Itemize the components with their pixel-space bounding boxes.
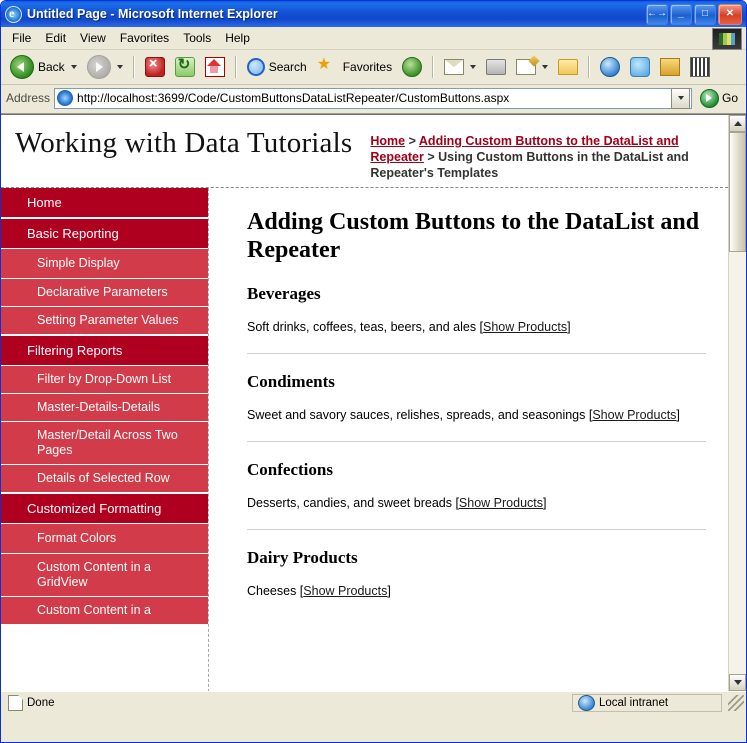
edit-button[interactable]: [512, 54, 552, 80]
menu-item-view[interactable]: View: [80, 31, 106, 45]
breadcrumb-separator-1: >: [405, 134, 419, 148]
divider: [247, 353, 706, 354]
back-arrow-icon: [10, 55, 34, 79]
home-button[interactable]: [201, 54, 229, 80]
minimize-icon: _: [678, 8, 684, 19]
category-description-end: ]: [387, 584, 391, 598]
sidebar-item-home[interactable]: Home: [1, 188, 208, 218]
sidebar-item-format-colors[interactable]: Format Colors: [1, 524, 208, 554]
address-label: Address: [6, 91, 51, 105]
category-description: [247, 317, 706, 337]
divider: [247, 441, 706, 442]
favorites-button-label: Favorites: [342, 60, 393, 74]
back-button-label: Back: [38, 60, 65, 74]
printer-icon: [486, 59, 506, 75]
close-icon: ✕: [725, 8, 735, 19]
category-name: Condiments: [247, 372, 335, 391]
sidebar: [1, 188, 208, 691]
address-input[interactable]: [54, 88, 692, 109]
home-icon: [205, 57, 225, 77]
show-products-link[interactable]: Show Products: [303, 584, 388, 598]
security-zone[interactable]: [572, 694, 722, 712]
category-block: [247, 460, 706, 530]
star-icon: ★: [316, 56, 332, 73]
document-icon: [8, 695, 23, 711]
messenger-icon: [630, 57, 650, 77]
menu-item-file[interactable]: File: [12, 31, 32, 45]
toolbar-separator: [432, 56, 434, 78]
address-bar: [1, 85, 746, 114]
scroll-up-button[interactable]: [729, 115, 746, 132]
window-controls: [646, 4, 742, 25]
main-column: [208, 188, 728, 691]
status-bar: [1, 691, 746, 714]
mail-dropdown-icon[interactable]: [470, 65, 476, 69]
refresh-button[interactable]: [171, 54, 199, 80]
toolbar-separator: [133, 56, 135, 78]
go-button-label: Go: [721, 91, 738, 105]
menu-item-tools[interactable]: Tools: [183, 31, 212, 45]
restore-group-icon: ←→: [647, 8, 667, 19]
chevron-down-icon: [734, 680, 742, 685]
page-heading: Adding Custom Buttons to the DataList and Repeater: [247, 209, 700, 263]
minimize-button[interactable]: [670, 4, 692, 25]
ie-logo-icon: [5, 6, 22, 23]
category-description-text: Soft drinks, coffees, teas, beers, and ales [: [247, 320, 484, 334]
vertical-scrollbar[interactable]: [728, 115, 746, 691]
go-button[interactable]: [696, 88, 742, 109]
status-message: [3, 694, 123, 712]
forward-dropdown-icon[interactable]: [117, 65, 123, 69]
menu-item-help[interactable]: Help: [225, 31, 250, 45]
search-button-label: Search: [268, 60, 307, 74]
toolbar-separator: [235, 56, 237, 78]
sidebar-item-filter-by-drop-down-list[interactable]: Filter by Drop-Down List: [1, 366, 208, 394]
menu-item-edit[interactable]: Edit: [45, 31, 67, 45]
divider: [247, 529, 706, 530]
mail-icon: [444, 59, 464, 75]
sidebar-item-basic-reporting[interactable]: Basic Reporting: [1, 218, 208, 249]
sidebar-item-setting-parameter-values[interactable]: Setting Parameter Values: [1, 307, 208, 335]
sidebar-item-master-details-details[interactable]: Master-Details-Details: [1, 394, 208, 422]
zone-icon: [578, 695, 595, 711]
zone-text: Local intranet: [599, 697, 669, 709]
page-icon: [57, 90, 73, 106]
category-description-end: ]: [676, 408, 680, 422]
show-products-link[interactable]: Show Products: [483, 320, 568, 334]
breadcrumb: [370, 127, 690, 181]
globe-icon: [600, 57, 620, 77]
status-spacer: [127, 694, 568, 712]
sidebar-item-custom-content-in-a[interactable]: Custom Content in a: [1, 597, 208, 625]
category-description-text: Cheeses [: [247, 584, 304, 598]
refresh-icon: [175, 57, 195, 77]
breadcrumb-separator-2: >: [423, 150, 439, 164]
toolbar: [1, 50, 746, 85]
go-icon: [700, 89, 719, 108]
sidebar-item-simple-display[interactable]: Simple Display: [1, 249, 208, 279]
scroll-track[interactable]: [729, 132, 746, 674]
encarta-button[interactable]: [686, 54, 714, 80]
category-description-text: Desserts, candies, and sweet breads [: [247, 496, 459, 510]
sidebar-item-declarative-parameters[interactable]: Declarative Parameters: [1, 279, 208, 307]
show-products-link[interactable]: Show Products: [592, 408, 677, 422]
stop-icon: [145, 57, 165, 77]
research-button[interactable]: [656, 54, 684, 80]
category-name: Dairy Products: [247, 548, 358, 567]
discuss-button[interactable]: [596, 54, 624, 80]
chevron-up-icon: [734, 121, 742, 126]
sidebar-item-master-detail-across-two-pages[interactable]: Master/Detail Across Two Pages: [1, 422, 208, 465]
sidebar-item-details-of-selected-row[interactable]: Details of Selected Row: [1, 465, 208, 493]
content-row: [1, 188, 728, 691]
title-bar: [1, 1, 746, 27]
windows-flag-icon: [712, 28, 742, 50]
folder-icon: [558, 59, 578, 75]
window-title: Untitled Page - Microsoft Internet Explorer: [27, 7, 278, 21]
category-block: [247, 548, 706, 601]
maximize-button[interactable]: [694, 4, 716, 25]
sidebar-item-custom-content-in-a-gridview[interactable]: Custom Content in a GridView: [1, 554, 208, 597]
status-text: Done: [27, 697, 55, 709]
stop-button[interactable]: [141, 54, 169, 80]
web-page: [1, 115, 728, 691]
category-block: [247, 372, 706, 442]
category-description: [247, 405, 706, 425]
edit-dropdown-icon[interactable]: [542, 65, 548, 69]
site-title: Working with Data Tutorials: [15, 127, 353, 159]
menu-bar: [1, 27, 746, 50]
edit-page-icon: [516, 59, 536, 75]
address-dropdown-button[interactable]: [671, 88, 690, 109]
category-name: Confections: [247, 460, 333, 479]
messenger-button[interactable]: [626, 54, 654, 80]
folder-button[interactable]: [554, 54, 582, 80]
breadcrumb-current: Using Custom Buttons in the DataList and Repeater's Templates: [370, 150, 689, 180]
category-description: [247, 581, 706, 601]
scroll-thumb[interactable]: [729, 132, 746, 252]
category-description-end: ]: [567, 320, 571, 334]
category-description-text: Sweet and savory sauces, relishes, spreads, and seasonings [: [247, 408, 593, 422]
barcode-icon: [690, 57, 710, 77]
restore-group-button[interactable]: [646, 4, 668, 25]
site-header: [1, 115, 728, 188]
category-description: [247, 493, 706, 513]
favorites-button[interactable]: [313, 54, 396, 80]
close-button[interactable]: [718, 4, 742, 25]
forward-arrow-icon: [87, 55, 111, 79]
back-button[interactable]: [6, 54, 81, 80]
back-dropdown-icon[interactable]: [71, 65, 77, 69]
address-value[interactable]: http://localhost:3699/Code/CustomButtonsDataListRepeater/CustomButtons.aspx: [77, 91, 510, 105]
sidebar-item-filtering-reports[interactable]: Filtering Reports: [1, 335, 208, 366]
sidebar-item-customized-formatting[interactable]: Customized Formatting: [1, 493, 208, 524]
search-icon: [247, 58, 265, 76]
category-block: [247, 284, 706, 354]
category-description-end: ]: [543, 496, 547, 510]
mail-button[interactable]: [440, 54, 480, 80]
breadcrumb-home-link[interactable]: Home: [370, 134, 406, 148]
scroll-down-button[interactable]: [729, 674, 746, 691]
media-icon: [402, 57, 422, 77]
print-button[interactable]: [482, 54, 510, 80]
resize-grip[interactable]: [728, 695, 744, 711]
forward-button[interactable]: [83, 54, 127, 80]
search-button[interactable]: [243, 54, 311, 80]
chevron-down-icon: [678, 96, 684, 100]
breadcrumb-section-link[interactable]: Adding Custom Buttons to the DataList and Repeater: [370, 134, 679, 164]
menu-item-favorites[interactable]: Favorites: [119, 31, 170, 45]
toolbar-separator: [588, 56, 590, 78]
category-name: Beverages: [247, 284, 321, 303]
media-button[interactable]: [398, 54, 426, 80]
maximize-icon: □: [701, 8, 709, 19]
show-products-link[interactable]: Show Products: [458, 496, 543, 510]
tag-icon: [660, 58, 680, 76]
page-viewport: [1, 114, 746, 691]
